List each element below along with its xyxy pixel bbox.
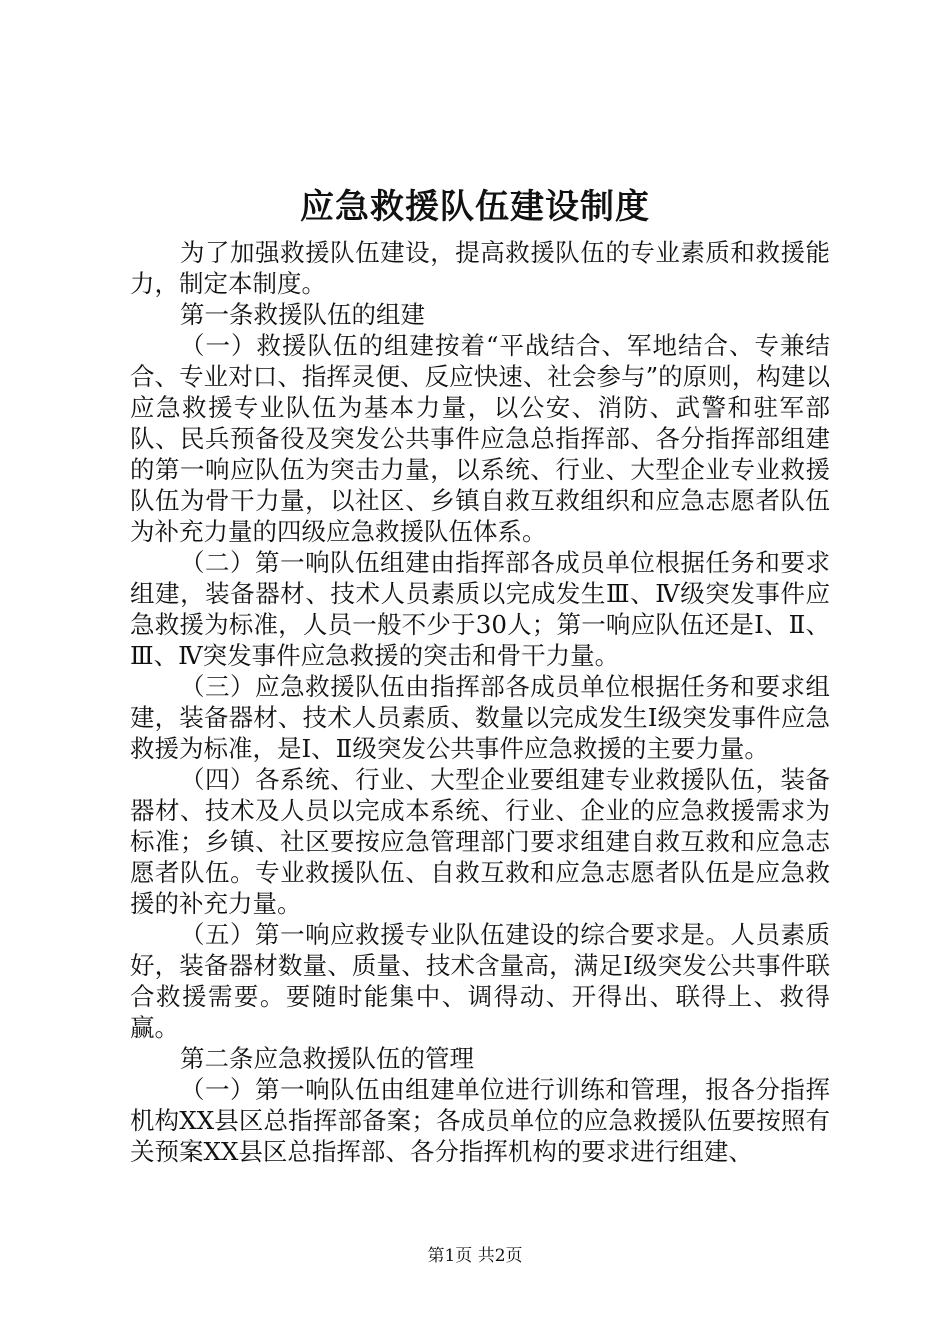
- page-footer: 第1页 共2页: [427, 1246, 523, 1266]
- article-two-heading: 第二条应急救援队伍的管理: [180, 1044, 474, 1073]
- article-two-item-1: （一）第一响队伍由组建单位进行训练和管理，报各分指挥机构XX县区总指挥部备案；各成员单位的应急救援队伍要按照有关预案XX县区总指挥部、各分指挥机构的要求进行组建、: [130, 1075, 830, 1166]
- article-one-item-3: （三）应急救援队伍由指挥部各成员单位根据任务和要求组建，装备器材、技术人员素质、数量以完成发生Ⅰ级突发事件应急救援为标准，是Ⅰ、Ⅱ级突发公共事件应急救援的主要力量。: [130, 672, 830, 763]
- document-body: [130, 237, 830, 1167]
- article-one-item-2: （二）第一响队伍组建由指挥部各成员单位根据任务和要求组建，装备器材、技术人员素质以完成发生Ⅲ、Ⅳ级突发事件应急救援为标准，人员一般不少于30人；第一响应队伍还是Ⅰ、Ⅱ、Ⅲ、Ⅳ突发事件应急救援的突击和骨干力量。: [130, 548, 830, 670]
- article-one-heading: 第一条救援队伍的组建: [180, 300, 425, 329]
- article-one-item-4: （四）各系统、行业、大型企业要组建专业救援队伍，装备器材、技术及人员以完成本系统、行业、企业的应急救援需求为标准；乡镇、社区要按应急管理部门要求组建自救互救和应急志愿者队伍。专业救援队伍、自救互救和应急志愿者队伍是应急救援的补充力量。: [130, 765, 830, 918]
- article-one-item-5: （五）第一响应救援专业队伍建设的综合要求是。人员素质好，装备器材数量、质量、技术含量高，满足Ⅰ级突发公共事件联合救援需要。要随时能集中、调得动、开得出、联得上、救得赢。: [130, 920, 830, 1042]
- article-one-item-1: （一）救援队伍的组建按着“平战结合、军地结合、专兼结合、专业对口、指挥灵便、反应快速、社会参与”的原则，构建以应急救援专业队伍为基本力量，以公安、消防、武警和驻军部队、民兵预备役及突发公共事件应急总指挥部、各分指挥部组建的第一响应队伍为突击力量，以系统、行业、大型企业专业救援队伍为骨干力量，以社区、乡镇自救互救组织和应急志愿者队伍为补充力量的四级应急救援队伍体系。: [130, 331, 830, 546]
- document-title: 应急救援队伍建设制度: [300, 187, 650, 227]
- intro-paragraph: 为了加强救援队伍建设，提高救援队伍的专业素质和救援能力，制定本制度。: [130, 238, 830, 298]
